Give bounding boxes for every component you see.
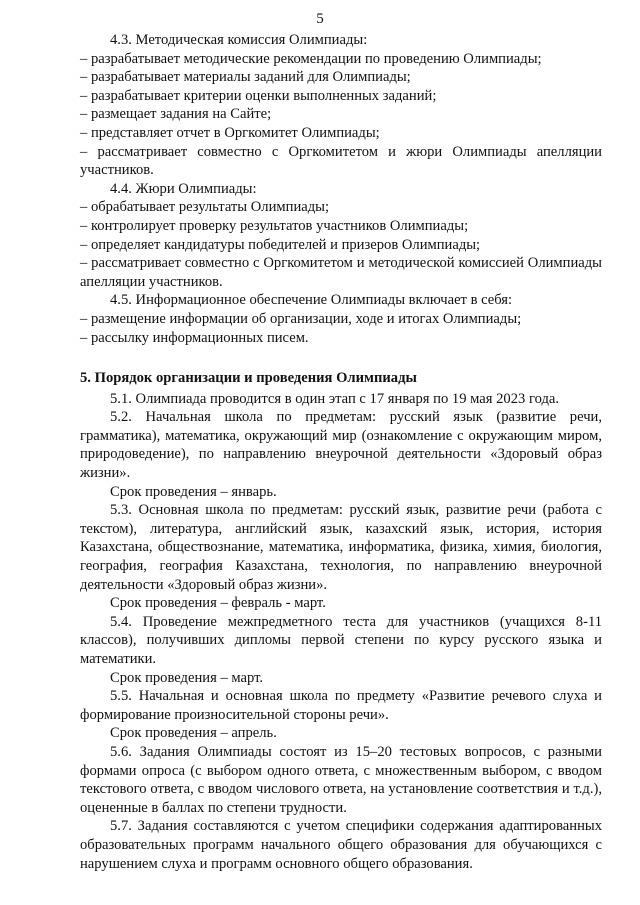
clause-5-4-term: Срок проведения – март. — [110, 669, 264, 686]
list-item: – определяет кандидатуры победителей и призеров Олимпиады; — [80, 236, 481, 253]
list-item: – разрабатывает материалы заданий для Олимпиады; — [80, 69, 411, 86]
list-item: – обрабатывает результаты Олимпиады; — [80, 199, 330, 216]
clause-5-5: 5.5. Начальная и основная школа по предмету «Развитие речевого слуха и формирование произносительной стороны речи». — [80, 688, 602, 723]
clause-5-3: 5.3. Основная школа по предметам: русский язык, развитие речи (работа с текстом), литература, английский язык, казахский язык, история, история Казахстана, обществознание, математика, информатика, физика, химия, биология, география, география Казахстана, технология, по направлению внеурочной деятельности «Здоровый образ жизни». — [80, 502, 602, 593]
document-body — [80, 31, 602, 873]
clause-5-6: 5.6. Задания Олимпиады состоят из 15–20 тестовых вопросов, с разными формами опроса (с выбором одного ответа, с множественным выбором, с вводом текстового ответа, с вводом числового ответа, на установление соответствия и т.д.), оцененные в баллах по степени трудности. — [80, 743, 602, 816]
clause-5-2: 5.2. Начальная школа по предметам: русский язык (развитие речи, грамматика), математика, окружающий мир (ознакомление с окружающим миром, природоведение), по направлению внеурочной деятельности «Здоровый образ жизни». — [80, 409, 602, 482]
list-item: – контролирует проверку результатов участников Олимпиады; — [80, 217, 469, 234]
clause-5-5-term: Срок проведения – апрель. — [110, 725, 277, 742]
clause-5-2-term: Срок проведения – январь. — [110, 483, 277, 500]
clause-4-3-heading: 4.3. Методическая комиссия Олимпиады: — [110, 32, 368, 48]
clause-5-7: 5.7. Задания составляются с учетом специфики содержания адаптированных образовательных программ начального общего образования для обучающихся с нарушением слуха и программ основного общего образования. — [80, 818, 602, 872]
list-item: – размещение информации об организации, ходе и итогах Олимпиады; — [80, 310, 522, 327]
section-5-heading: 5. Порядок организации и проведения Олимпиады — [80, 370, 417, 387]
list-item: – разрабатывает критерии оценки выполненных заданий; — [80, 87, 437, 104]
clause-4-4-heading: 4.4. Жюри Олимпиады: — [110, 180, 257, 197]
clause-5-3-term: Срок проведения – февраль - март. — [110, 595, 326, 612]
list-item: – рассылку информационных писем. — [80, 329, 309, 346]
clause-5-1: 5.1. Олимпиада проводится в один этап с 17 января по 19 мая 2023 года. — [110, 390, 560, 407]
list-item: – разрабатывает методические рекомендации по проведению Олимпиады; — [80, 50, 542, 67]
clause-4-5-heading: 4.5. Информационное обеспечение Олимпиады включает в себя: — [110, 292, 513, 309]
list-item: – представляет отчет в Оргкомитет Олимпиады; — [80, 124, 380, 141]
list-item: – размещает задания на Сайте; — [80, 106, 272, 123]
page-number: 5 — [316, 11, 324, 27]
clause-5-4: 5.4. Проведение межпредметного теста для участников (учащихся 8-11 классов), получивших дипломы первой степени по курсу русского языка и математики. — [80, 613, 602, 667]
list-item: – рассматривает совместно с Оргкомитетом и жюри Олимпиады апелляции участников. — [80, 143, 602, 179]
list-item: – рассматривает совместно с Оргкомитетом и методической комиссией Олимпиады апелляции участников. — [80, 255, 602, 290]
